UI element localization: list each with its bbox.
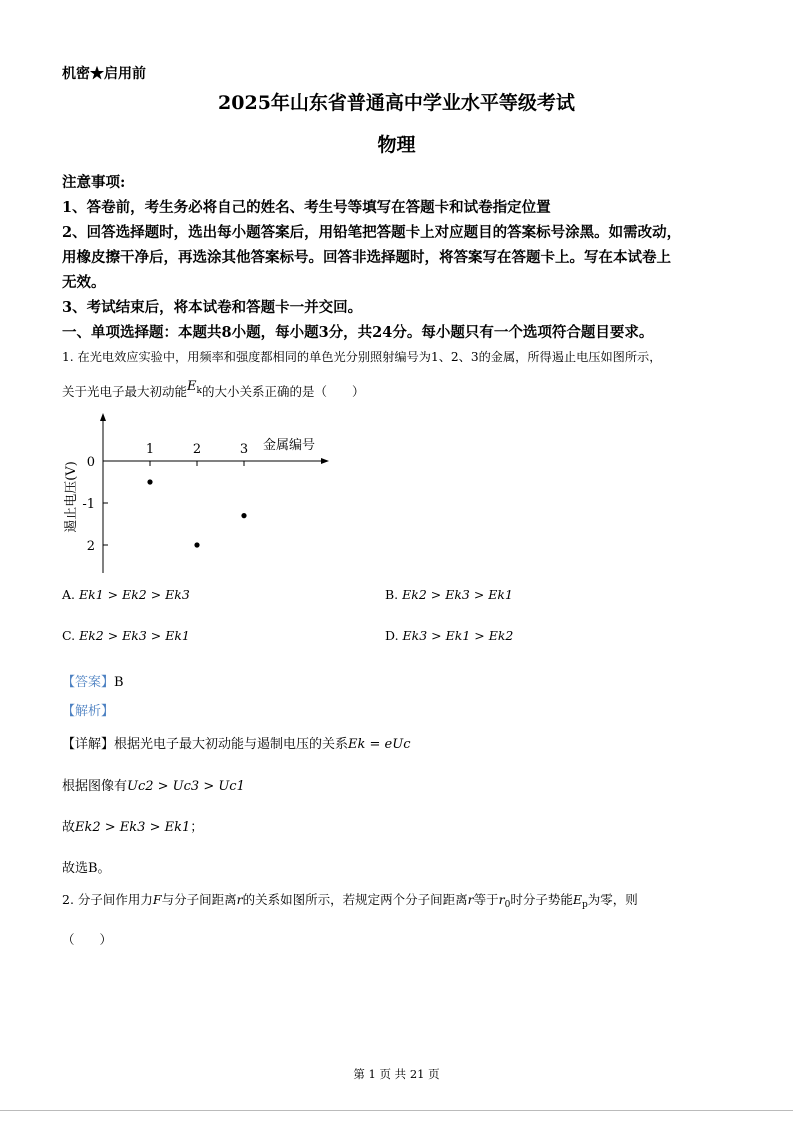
choose-line: 故选B。: [62, 861, 111, 876]
detail-tag: 【详解】: [62, 737, 115, 752]
detail-text: 根据光电子最大初动能与遏制电压的关系: [114, 737, 349, 752]
data-point-2: [194, 542, 199, 547]
image-relation-line: [62, 775, 245, 794]
x-tick-label-3: 3: [239, 442, 249, 457]
option-d-label: D.: [385, 628, 399, 643]
notice-item-2-line-3: 无效。: [62, 274, 106, 291]
option-d[interactable]: [385, 628, 513, 643]
q2-seg-a: 2. 分子间作用力: [62, 892, 153, 907]
answer-value: B: [114, 675, 124, 690]
bottom-rule: [0, 1110, 793, 1111]
image-relation-text: 根据图像有: [62, 779, 128, 794]
q2-seg-d: 等于: [473, 892, 499, 907]
y-axis-title: 遏止电压(V): [64, 461, 79, 533]
y-axis-arrow: [100, 413, 106, 421]
notice-item-2-line-1: 2、回答选择题时，选出每小题答案后，用铅笔把答题卡上对应题目的答案标号涂黑。如需改动，: [62, 224, 682, 241]
q2-seg-b: 与分子间距离: [161, 892, 237, 907]
data-point-3: [241, 513, 246, 518]
q2-sym-ep: $E_p$: [572, 892, 588, 910]
data-point-1: [147, 479, 152, 484]
option-d-text: Ek3 > Ek1 > Ek2: [402, 628, 514, 643]
x-axis-arrow: [321, 458, 329, 464]
conclusion-formula: Ek2 > Ek3 > Ek1: [75, 820, 191, 835]
option-c-text: Ek2 > Ek3 > Ek1: [79, 628, 190, 643]
conclusion-end: ；: [190, 820, 204, 835]
q2-line-1: [62, 890, 638, 910]
option-c-label: C.: [62, 628, 76, 643]
subject-title: 物理: [377, 134, 416, 156]
option-b-text: Ek2 > Ek3 > Ek1: [402, 587, 513, 602]
option-a-label: A.: [62, 587, 76, 602]
page-number: 第 1 页 共 21 页: [353, 1067, 440, 1081]
y-tick-label-1: -1: [82, 497, 95, 512]
q1-line-1: 1. 在光电效应实验中，用频率和强度都相同的单色光分别照射编号为1、2、3的金属，所得遏止电压如图所示，: [62, 350, 662, 364]
q2-seg-c: 的关系如图所示，若规定两个分子间距离: [242, 892, 468, 907]
stopping-voltage-chart: [55, 405, 355, 585]
section-heading: 一、单项选择题：本题共8小题，每小题3分，共24分。每小题只有一个选项符合题目要求。: [62, 324, 654, 341]
q2-sym-r-2: r: [467, 892, 474, 907]
q2-sym-f: F: [152, 892, 162, 907]
x-axis-title: 金属编号: [263, 438, 316, 453]
notice-item-1: 1、答卷前，考生务必将自己的姓名、考生号等填写在答题卡和试卷指定位置: [62, 199, 551, 216]
notice-item-2-line-2: 用橡皮擦干净后，再选涂其他答案标号。回答非选择题时，将答案写在答题卡上。写在本试卷上: [62, 249, 671, 266]
option-a[interactable]: [62, 587, 190, 602]
q2-sym-r0: $r_0$: [498, 892, 511, 910]
q1-line-2-post: 的大小关系正确的是（ ）: [201, 384, 365, 399]
notice-heading: 注意事项:: [62, 174, 126, 191]
answer-line: [62, 671, 124, 690]
q1-ek-symbol: $E_k$: [187, 379, 202, 396]
q2-seg-e: 时分子势能: [510, 892, 573, 907]
x-tick-label-1: 1: [145, 442, 155, 457]
y-tick-label-0: 0: [86, 455, 95, 470]
conclusion-text: 故: [62, 820, 76, 835]
q1-line-2-pre: 关于光电子最大初动能: [62, 384, 188, 399]
option-b-label: B.: [385, 587, 399, 602]
image-relation-formula: Uc2 > Uc3 > Uc1: [127, 779, 245, 794]
detail-formula: Ek = eUc: [348, 737, 411, 752]
option-a-text: Ek1 > Ek2 > Ek3: [79, 587, 190, 602]
q1-line-2: [62, 379, 365, 402]
answer-tag: 【答案】: [62, 675, 115, 690]
detail-line: [62, 733, 411, 752]
q2-line-2: （ ）: [62, 932, 113, 947]
confidential-mark: 机密★启用前: [62, 66, 146, 82]
q2-seg-f: 为零，则: [587, 892, 638, 907]
q2-sym-r: r: [236, 892, 243, 907]
conclusion-line: [62, 816, 203, 835]
y-tick-label-2: 2: [86, 539, 95, 554]
exam-title: 2025年山东省普通高中学业水平等级考试: [218, 92, 575, 114]
x-tick-label-2: 2: [192, 442, 202, 457]
option-c[interactable]: [62, 628, 190, 643]
analysis-tag: 【解析】: [62, 704, 115, 719]
option-b[interactable]: [385, 587, 513, 602]
notice-item-3: 3、考试结束后，将本试卷和答题卡一并交回。: [62, 299, 363, 316]
